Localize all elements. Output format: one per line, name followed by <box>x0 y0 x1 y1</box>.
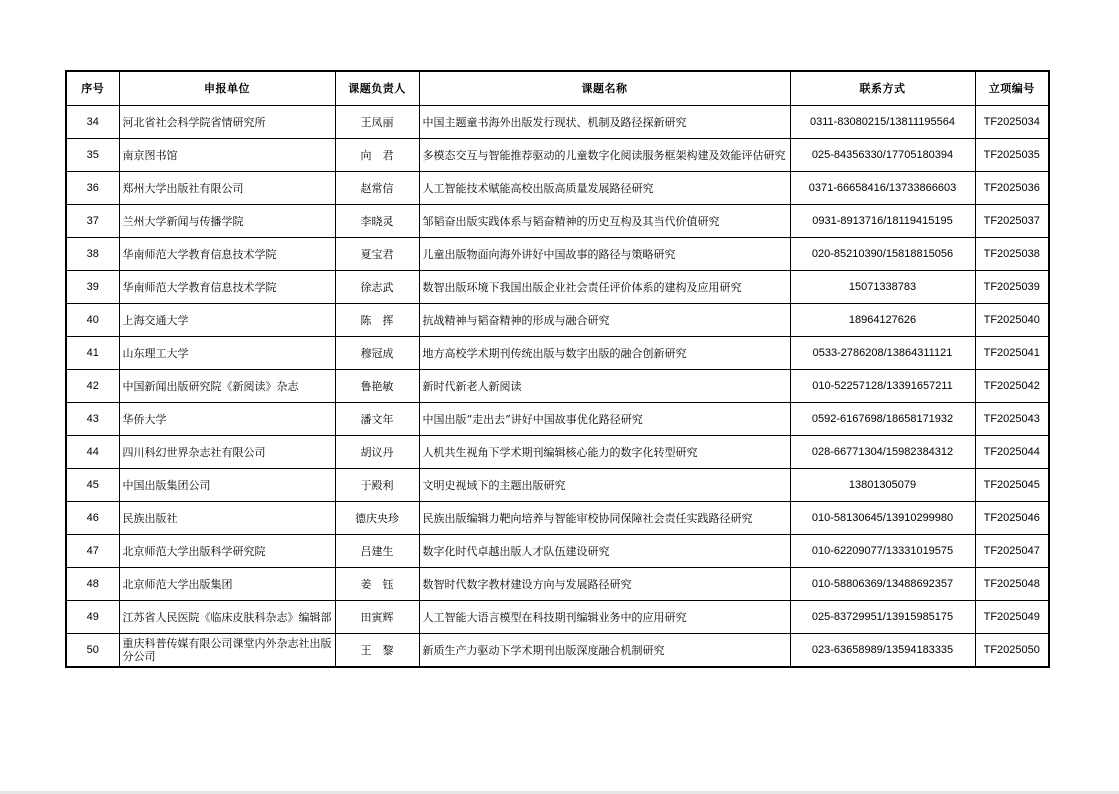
cell-unit: 重庆科普传媒有限公司课堂内外杂志社出版分公司 <box>119 634 335 668</box>
cell-title: 抗战精神与韬奋精神的形成与融合研究 <box>419 304 790 337</box>
cell-unit: 四川科幻世界杂志社有限公司 <box>119 436 335 469</box>
table-row <box>66 205 1049 238</box>
cell-title: 文明史视域下的主题出版研究 <box>419 469 790 502</box>
table-row <box>66 535 1049 568</box>
cell-leader: 鲁艳敏 <box>335 370 419 403</box>
table-row <box>66 337 1049 370</box>
cell-code: TF2025041 <box>975 337 1049 370</box>
table-row <box>66 139 1049 172</box>
cell-code: TF2025044 <box>975 436 1049 469</box>
cell-contact: 010-52257128/13391657211 <box>790 370 975 403</box>
cell-unit: 中国出版集团公司 <box>119 469 335 502</box>
cell-code: TF2025042 <box>975 370 1049 403</box>
cell-title: 人工智能技术赋能高校出版高质量发展路径研究 <box>419 172 790 205</box>
cell-leader: 胡议丹 <box>335 436 419 469</box>
cell-contact: 18964127626 <box>790 304 975 337</box>
cell-leader: 于殿利 <box>335 469 419 502</box>
table-row <box>66 370 1049 403</box>
cell-code: TF2025039 <box>975 271 1049 304</box>
table-row <box>66 601 1049 634</box>
cell-code: TF2025043 <box>975 403 1049 436</box>
cell-seq: 36 <box>66 172 119 205</box>
cell-unit: 河北省社会科学院省情研究所 <box>119 106 335 139</box>
table-row <box>66 502 1049 535</box>
cell-unit: 中国新闻出版研究院《新阅读》杂志 <box>119 370 335 403</box>
cell-leader: 德庆央珍 <box>335 502 419 535</box>
cell-seq: 37 <box>66 205 119 238</box>
cell-title: 中国出版“走出去”讲好中国故事优化路径研究 <box>419 403 790 436</box>
cell-title: 数智出版环境下我国出版企业社会责任评价体系的建构及应用研究 <box>419 271 790 304</box>
cell-seq: 48 <box>66 568 119 601</box>
cell-unit: 华南师范大学教育信息技术学院 <box>119 271 335 304</box>
table-row <box>66 436 1049 469</box>
table-row <box>66 568 1049 601</box>
cell-seq: 46 <box>66 502 119 535</box>
cell-contact: 0533-2786208/13864311121 <box>790 337 975 370</box>
cell-unit: 江苏省人民医院《临床皮肤科杂志》编辑部 <box>119 601 335 634</box>
cell-code: TF2025047 <box>975 535 1049 568</box>
cell-unit: 民族出版社 <box>119 502 335 535</box>
cell-seq: 44 <box>66 436 119 469</box>
cell-code: TF2025038 <box>975 238 1049 271</box>
cell-leader: 徐志武 <box>335 271 419 304</box>
cell-leader: 田寅辉 <box>335 601 419 634</box>
cell-leader: 赵常信 <box>335 172 419 205</box>
cell-seq: 43 <box>66 403 119 436</box>
cell-code: TF2025049 <box>975 601 1049 634</box>
cell-title: 民族出版编辑力靶向培养与智能审校协同保障社会责任实践路径研究 <box>419 502 790 535</box>
cell-title: 人工智能大语言模型在科技期刊编辑业务中的应用研究 <box>419 601 790 634</box>
table-row <box>66 304 1049 337</box>
cell-leader: 潘文年 <box>335 403 419 436</box>
header-seq: 序号 <box>66 71 119 106</box>
header-leader: 课题负责人 <box>335 71 419 106</box>
cell-code: TF2025050 <box>975 634 1049 668</box>
table-row <box>66 106 1049 139</box>
cell-seq: 40 <box>66 304 119 337</box>
cell-seq: 34 <box>66 106 119 139</box>
cell-contact: 028-66771304/15982384312 <box>790 436 975 469</box>
cell-title: 数智时代数字教材建设方向与发展路径研究 <box>419 568 790 601</box>
cell-unit: 华侨大学 <box>119 403 335 436</box>
cell-code: TF2025046 <box>975 502 1049 535</box>
cell-contact: 010-62209077/13331019575 <box>790 535 975 568</box>
cell-title: 新质生产力驱动下学术期刊出版深度融合机制研究 <box>419 634 790 668</box>
cell-code: TF2025035 <box>975 139 1049 172</box>
cell-leader: 吕建生 <box>335 535 419 568</box>
cell-title: 多模态交互与智能推荐驱动的儿童数字化阅读服务框架构建及效能评估研究 <box>419 139 790 172</box>
cell-contact: 023-63658989/13594183335 <box>790 634 975 668</box>
cell-unit: 上海交通大学 <box>119 304 335 337</box>
table-body <box>66 106 1049 668</box>
cell-title: 儿童出版物面向海外讲好中国故事的路径与策略研究 <box>419 238 790 271</box>
cell-unit: 兰州大学新闻与传播学院 <box>119 205 335 238</box>
cell-seq: 50 <box>66 634 119 668</box>
table-row <box>66 172 1049 205</box>
cell-code: TF2025048 <box>975 568 1049 601</box>
cell-contact: 15071338783 <box>790 271 975 304</box>
cell-code: TF2025040 <box>975 304 1049 337</box>
header-code: 立项编号 <box>975 71 1049 106</box>
cell-seq: 47 <box>66 535 119 568</box>
cell-leader: 李晓灵 <box>335 205 419 238</box>
cell-contact: 010-58130645/13910299980 <box>790 502 975 535</box>
cell-seq: 49 <box>66 601 119 634</box>
cell-contact: 0371-66658416/13733866603 <box>790 172 975 205</box>
cell-code: TF2025036 <box>975 172 1049 205</box>
cell-unit: 北京师范大学出版科学研究院 <box>119 535 335 568</box>
cell-code: TF2025034 <box>975 106 1049 139</box>
cell-contact: 010-58806369/13488692357 <box>790 568 975 601</box>
cell-contact: 025-83729951/13915985175 <box>790 601 975 634</box>
table-row <box>66 271 1049 304</box>
cell-code: TF2025037 <box>975 205 1049 238</box>
cell-title: 人机共生视角下学术期刊编辑核心能力的数字化转型研究 <box>419 436 790 469</box>
cell-unit: 郑州大学出版社有限公司 <box>119 172 335 205</box>
cell-leader: 夏宝君 <box>335 238 419 271</box>
cell-seq: 45 <box>66 469 119 502</box>
cell-seq: 35 <box>66 139 119 172</box>
cell-title: 新时代新老人新阅读 <box>419 370 790 403</box>
cell-leader: 向 君 <box>335 139 419 172</box>
cell-leader: 姜 钰 <box>335 568 419 601</box>
cell-code: TF2025045 <box>975 469 1049 502</box>
cell-leader: 王 黎 <box>335 634 419 668</box>
header-contact: 联系方式 <box>790 71 975 106</box>
cell-contact: 13801305079 <box>790 469 975 502</box>
project-table <box>65 70 1050 668</box>
cell-title: 邹韬奋出版实践体系与韬奋精神的历史互构及其当代价值研究 <box>419 205 790 238</box>
table-header-row <box>66 71 1049 106</box>
cell-unit: 山东理工大学 <box>119 337 335 370</box>
table-row <box>66 238 1049 271</box>
cell-contact: 0931-8913716/18119415195 <box>790 205 975 238</box>
cell-contact: 0311-83080215/13811195564 <box>790 106 975 139</box>
cell-leader: 王凤丽 <box>335 106 419 139</box>
cell-seq: 39 <box>66 271 119 304</box>
cell-contact: 020-85210390/15818815056 <box>790 238 975 271</box>
cell-unit: 华南师范大学教育信息技术学院 <box>119 238 335 271</box>
table-row <box>66 634 1049 668</box>
table-row <box>66 403 1049 436</box>
cell-contact: 025-84356330/17705180394 <box>790 139 975 172</box>
cell-leader: 穆冠成 <box>335 337 419 370</box>
cell-seq: 42 <box>66 370 119 403</box>
cell-contact: 0592-6167698/18658171932 <box>790 403 975 436</box>
cell-title: 地方高校学术期刊传统出版与数字出版的融合创新研究 <box>419 337 790 370</box>
cell-unit: 北京师范大学出版集团 <box>119 568 335 601</box>
table-row <box>66 469 1049 502</box>
cell-unit: 南京图书馆 <box>119 139 335 172</box>
cell-title: 中国主题童书海外出版发行现状、机制及路径探新研究 <box>419 106 790 139</box>
header-unit: 申报单位 <box>119 71 335 106</box>
header-title: 课题名称 <box>419 71 790 106</box>
cell-title: 数字化时代卓越出版人才队伍建设研究 <box>419 535 790 568</box>
cell-seq: 38 <box>66 238 119 271</box>
cell-leader: 陈 挥 <box>335 304 419 337</box>
cell-seq: 41 <box>66 337 119 370</box>
